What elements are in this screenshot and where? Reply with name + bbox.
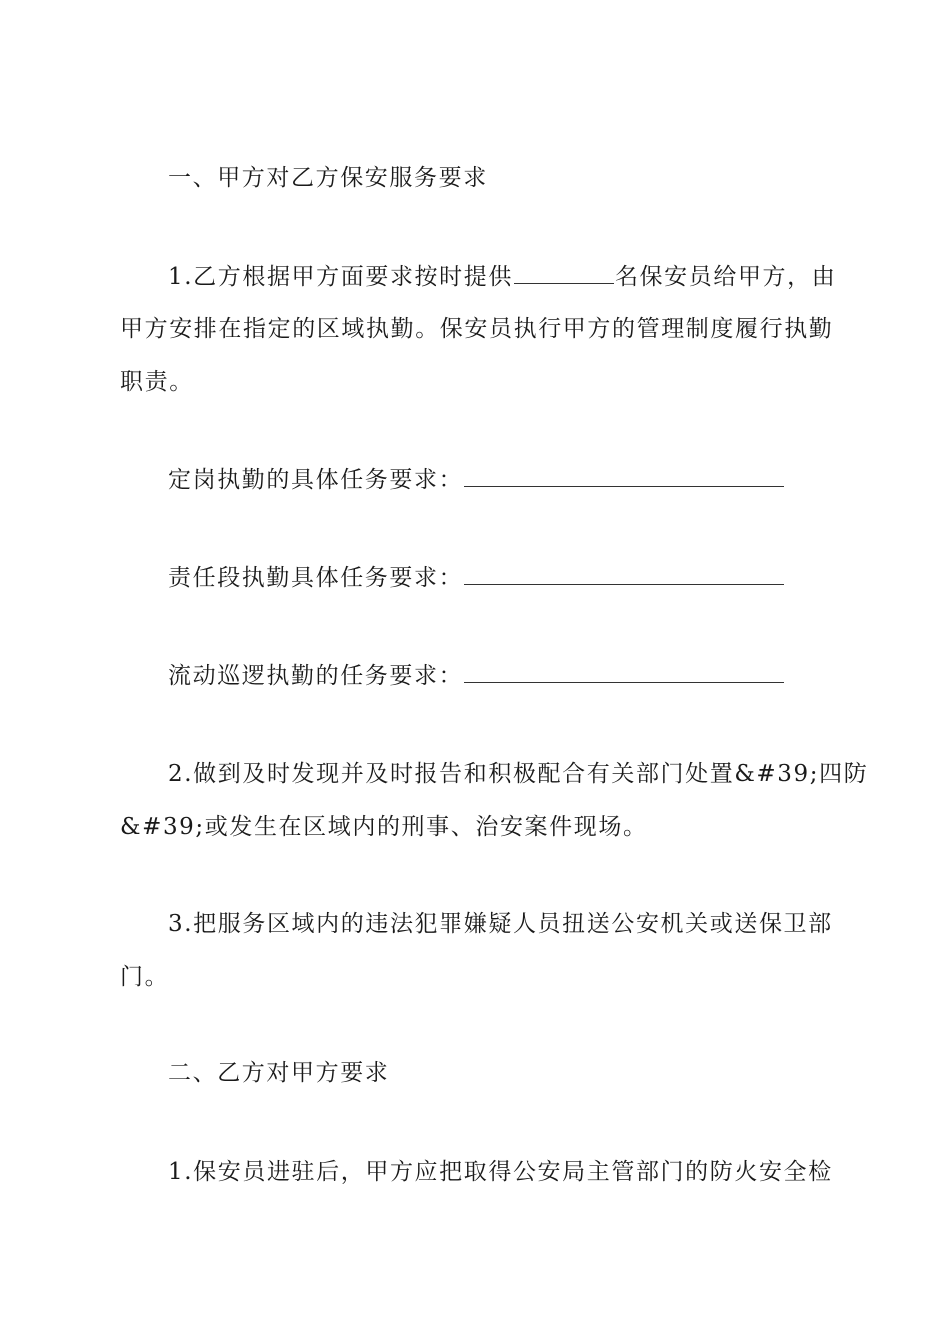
section1-item3-line2: 门。 bbox=[120, 964, 170, 990]
section1-item1-line2: 甲方安排在指定的区域执勤。保安员执行甲方的管理制度履行执勤 bbox=[120, 316, 834, 342]
section1-heading: 一、甲方对乙方保安服务要求 bbox=[168, 165, 488, 191]
item1-text-after-blank: 名保安员给甲方，由 bbox=[614, 264, 837, 290]
section2-heading: 二、乙方对甲方要求 bbox=[168, 1060, 390, 1086]
patrol-blank[interactable] bbox=[464, 662, 784, 683]
section1-item1-line3: 职责。 bbox=[120, 369, 194, 395]
patrol-label: 流动巡逻执勤的任务要求： bbox=[168, 663, 464, 689]
section1-item2-line2: &#39;或发生在区域内的刑事、治安案件现场。 bbox=[120, 814, 648, 840]
section-duty-label: 责任段执勤具体任务要求： bbox=[168, 565, 464, 591]
section2-item1-line1: 1.保安员进驻后，甲方应把取得公安局主管部门的防火安全检 bbox=[168, 1159, 833, 1185]
fixed-post-requirement bbox=[168, 466, 832, 493]
staff-count-blank[interactable] bbox=[514, 263, 614, 284]
section-duty-requirement bbox=[168, 564, 832, 591]
fixed-post-blank[interactable] bbox=[464, 466, 784, 487]
fixed-post-label: 定岗执勤的具体任务要求： bbox=[168, 467, 464, 493]
section1-item1-line1 bbox=[168, 263, 837, 290]
section1-item3-line1: 3.把服务区域内的违法犯罪嫌疑人员扭送公安机关或送保卫部 bbox=[168, 911, 833, 937]
patrol-requirement bbox=[168, 662, 832, 689]
item1-text-before-blank: 1.乙方根据甲方面要求按时提供 bbox=[168, 264, 513, 290]
section1-item2-line1: 2.做到及时发现并及时报告和积极配合有关部门处置&#39;四防 bbox=[168, 761, 869, 787]
section-duty-blank[interactable] bbox=[464, 564, 784, 585]
